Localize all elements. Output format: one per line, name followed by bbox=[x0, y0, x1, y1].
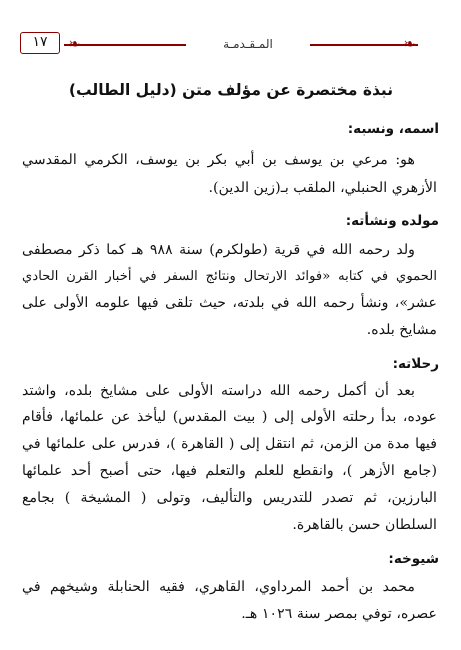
text-line: عصره، توفي بمصر سنة ١٠٢٦ هـ. bbox=[241, 606, 437, 622]
text-line: محمد بن أحمد المرداوي، القاهري، فقيه الحنابلة وشيخهم في bbox=[22, 579, 415, 595]
section-heading-birth: مولده ونشأته: bbox=[345, 213, 439, 229]
ornament-left-icon: ❧ bbox=[68, 35, 81, 53]
text-line: السلطان حسن بالقاهرة. bbox=[292, 517, 437, 533]
header-rule-right bbox=[310, 44, 418, 46]
page-number: ١٧ bbox=[20, 32, 60, 54]
text-line: مشايخ بلده. bbox=[366, 322, 437, 338]
text-line: الحموي في كتابه «فوائد الارتحال ونتائج السفر في أخبار القرن الحادي bbox=[22, 269, 437, 284]
page-title: نبذة مختصرة عن مؤلف متن (دليل الطالب) bbox=[68, 81, 394, 99]
text-line: بعد أن أكمل رحمه الله دراسته الأولى على مشايخ بلده، واشتد bbox=[22, 383, 415, 399]
running-title: المـقـدمـة bbox=[223, 37, 273, 51]
text-line: عوده، بدأ رحلته الأولى إلى ( بيت المقدس) ليأخذ عن علمائها، فأقام bbox=[22, 409, 437, 425]
running-header bbox=[18, 32, 445, 58]
text-line: (جامع الأزهر )، وانقطع للعلم والتعلم فيها، حتى أصبح أحد علمائها bbox=[22, 463, 437, 479]
text-line: ولد رحمه الله في قرية (طولكرم) سنة ٩٨٨ هـ كما ذكر مصطفى bbox=[22, 242, 416, 258]
section-heading-teachers: شيوخه: bbox=[388, 551, 439, 567]
section-heading-travels: رحلاته: bbox=[392, 356, 439, 372]
text-line: البارزين، ثم تصدر للتدريس والتأليف، وتولى ( المشيخة ) بجامع bbox=[22, 490, 437, 506]
text-line: عشر»، ونشأ رحمه الله في بلدته، حيث تلقى فيها علومه الأولى على bbox=[22, 295, 437, 311]
text-line: هو: مرعي بن يوسف بن أبي بكر بن يوسف، الكرمي المقدسي bbox=[22, 152, 415, 168]
section-heading-name: اسمه، ونسبه: bbox=[347, 121, 439, 137]
text-line: الأزهري الحنبلي، الملقب بـ(زين الدين). bbox=[208, 180, 437, 196]
text-line: فيها مدة من الزمن، ثم انتقل إلى ( القاهرة )، فدرس على علمائها في bbox=[22, 436, 437, 452]
header-rule-left bbox=[64, 44, 186, 46]
ornament-right-icon: ❧ bbox=[403, 35, 416, 53]
